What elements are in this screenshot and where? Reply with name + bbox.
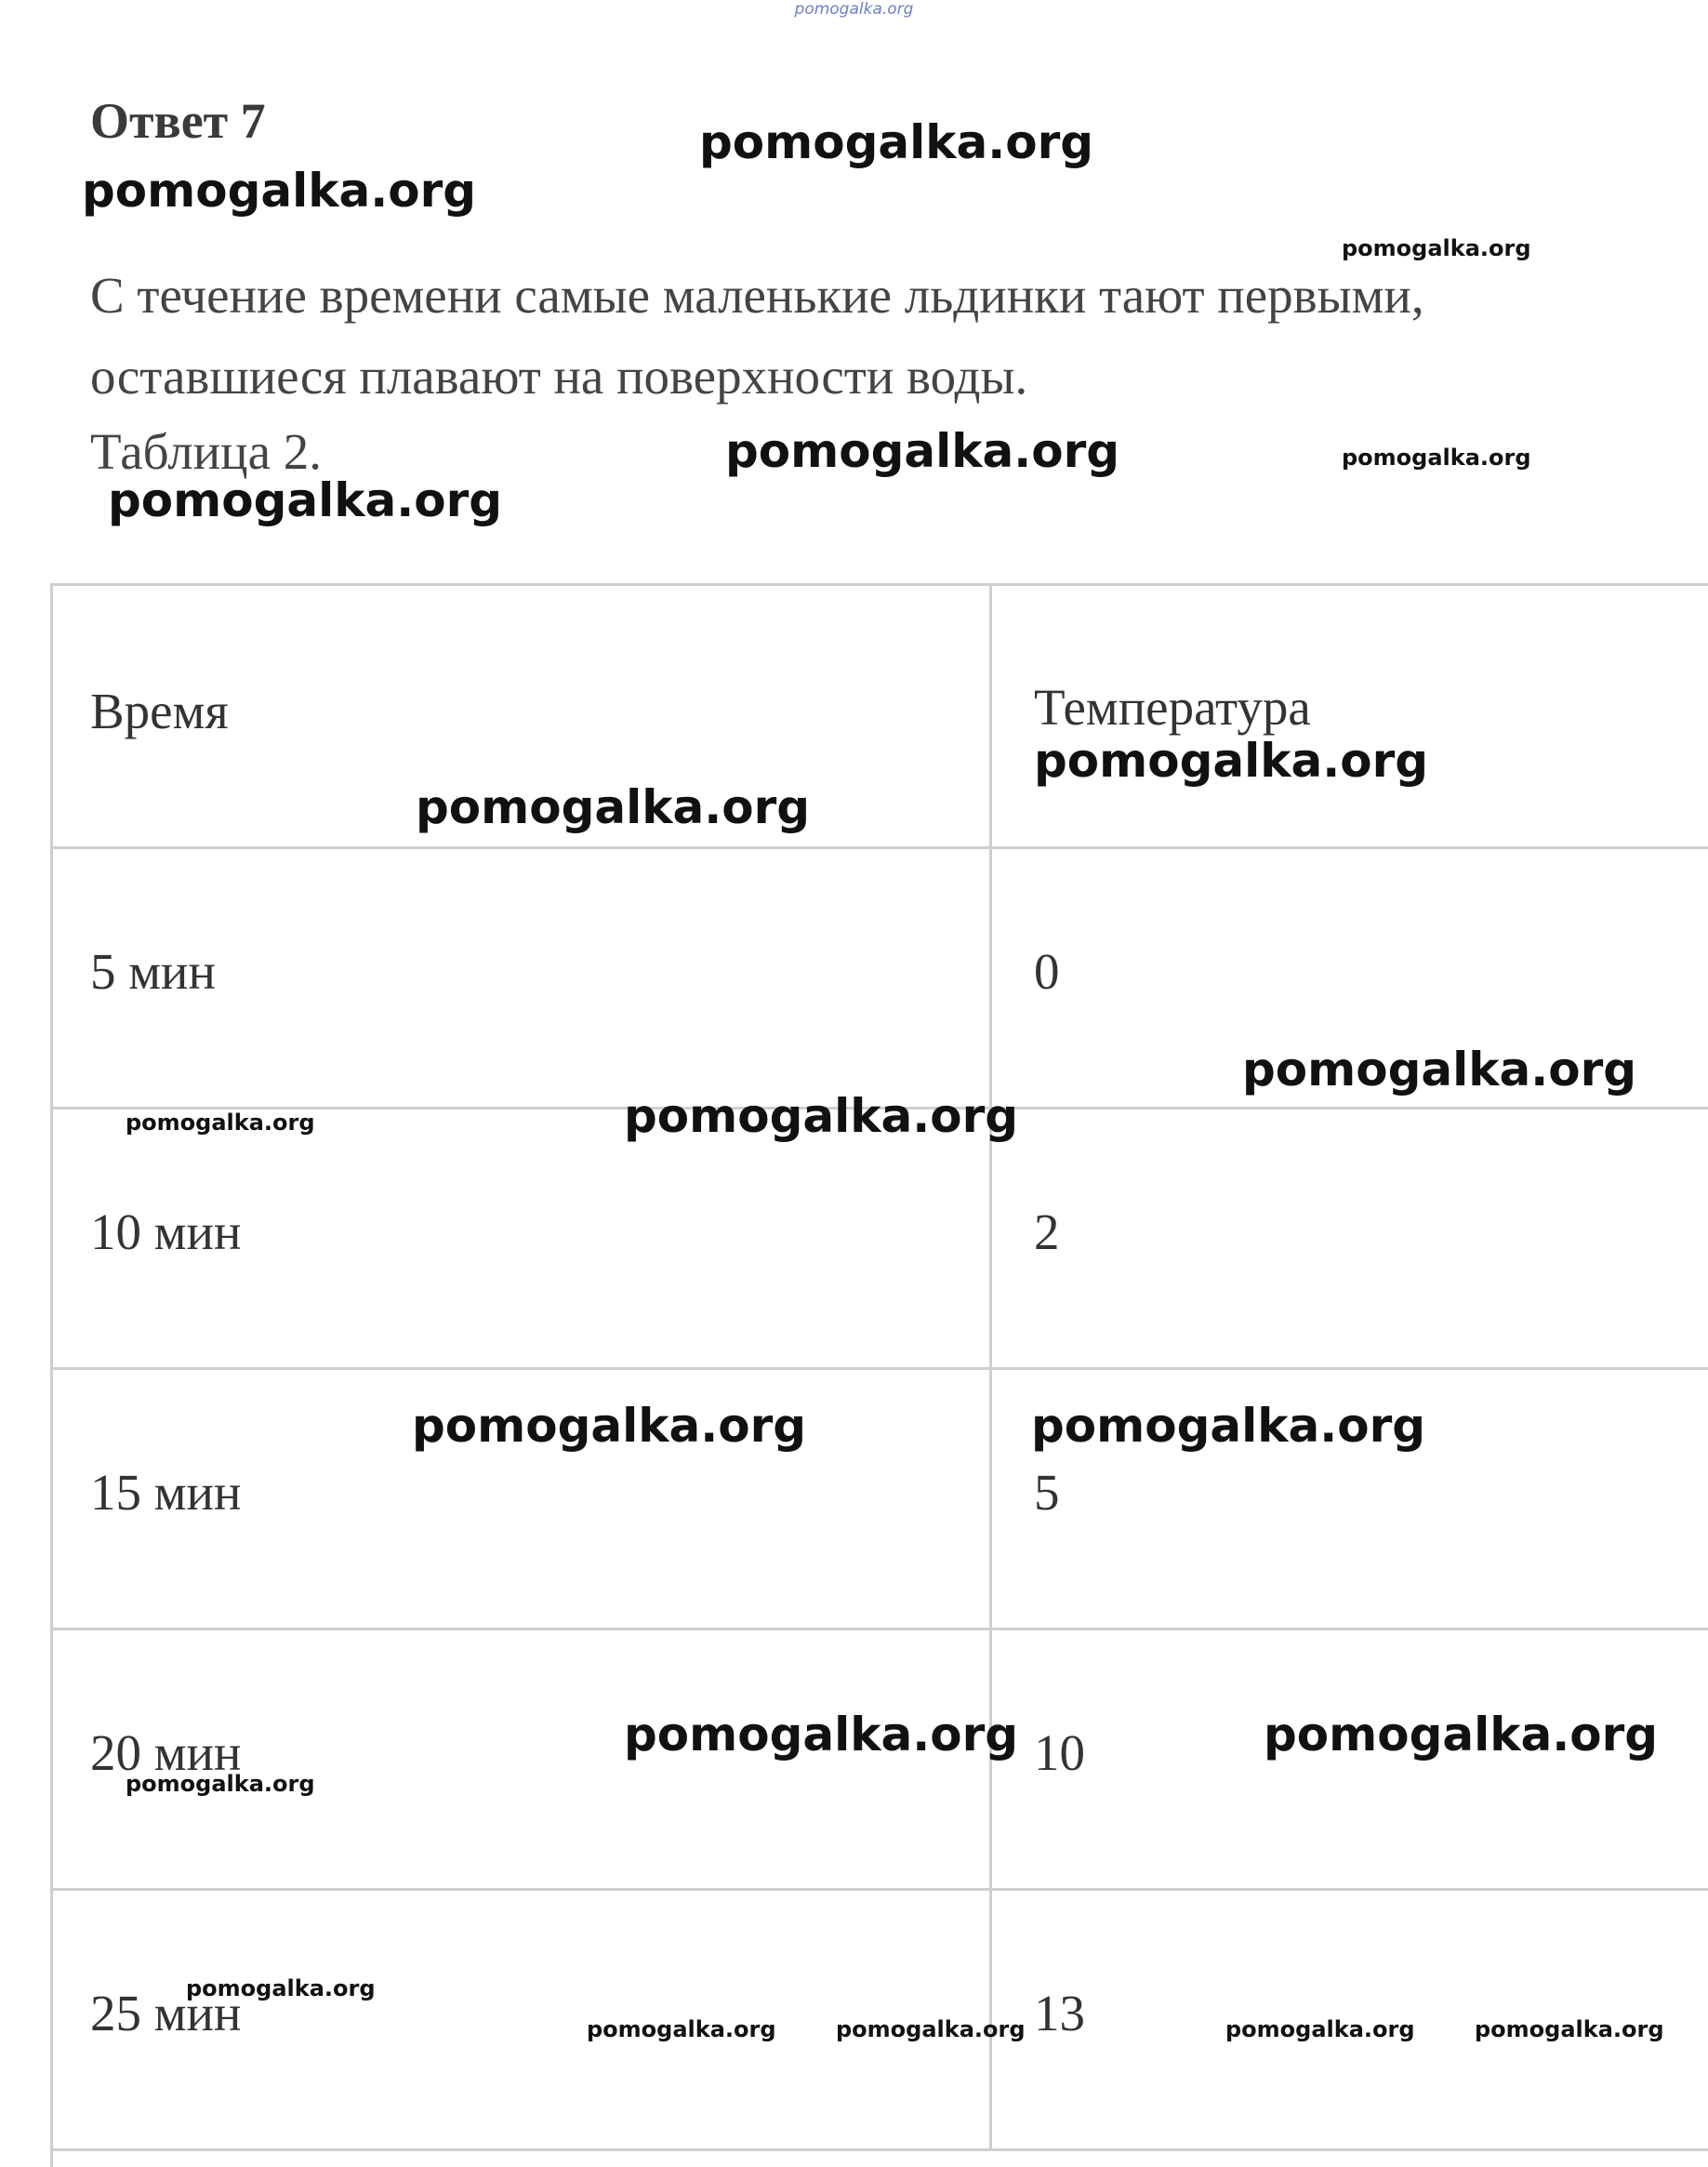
watermark: pomogalka.org xyxy=(1242,1043,1637,1097)
data-table xyxy=(50,583,1708,2167)
watermark: pomogalka.org xyxy=(1264,1708,1659,1762)
temperature-value: 13 xyxy=(1034,1985,1085,2041)
watermark: pomogalka.org xyxy=(186,1975,376,2001)
watermark: pomogalka.org xyxy=(108,473,503,527)
table-caption: Таблица 2. xyxy=(90,423,322,480)
time-cell xyxy=(53,846,992,1107)
temperature-value: 5 xyxy=(1034,1464,1060,1521)
watermark: pomogalka.org xyxy=(1342,235,1531,261)
watermark: pomogalka.org xyxy=(82,164,477,218)
watermark: pomogalka.org xyxy=(624,1708,1019,1762)
watermark: pomogalka.org xyxy=(587,2016,776,2042)
time-value: 5 мин xyxy=(90,943,216,1000)
watermark: pomogalka.org xyxy=(1342,445,1531,471)
table-row xyxy=(53,1367,1708,1630)
watermark: pomogalka.org xyxy=(416,780,811,834)
watermark: pomogalka.org xyxy=(126,1110,315,1136)
watermark: pomogalka.org xyxy=(1031,1399,1426,1453)
watermark: pomogalka.org xyxy=(725,424,1120,478)
watermark: pomogalka.org xyxy=(126,1771,315,1797)
watermark: pomogalka.org xyxy=(699,115,1094,169)
header-cell-temperature xyxy=(992,586,1708,846)
temperature-value: 10 xyxy=(1034,1724,1085,1781)
watermark: pomogalka.org xyxy=(1034,734,1429,788)
temperature-cell xyxy=(992,1107,1708,1367)
answer-paragraph: С течение времени самые маленькие льдинки тают первыми, оставшиеся плавают на поверхности воды. xyxy=(90,267,1424,405)
temperature-value: 2 xyxy=(1034,1203,1060,1260)
temperature-value: 0 xyxy=(1034,943,1060,1000)
watermark: pomogalka.org xyxy=(836,2016,1026,2042)
header-link[interactable]: pomogalka.org xyxy=(794,0,914,19)
watermark: pomogalka.org xyxy=(624,1089,1019,1143)
answer-heading: Ответ 7 xyxy=(90,93,266,149)
time-cell xyxy=(53,1107,992,1367)
watermark: pomogalka.org xyxy=(1225,2016,1415,2042)
time-value: 10 мин xyxy=(90,1203,242,1260)
time-value: 20 мин xyxy=(90,1724,242,1781)
watermark: pomogalka.org xyxy=(412,1399,807,1453)
header-temperature-label: Температура xyxy=(1034,679,1311,736)
header-time-label: Время xyxy=(90,683,229,739)
time-value: 25 мин xyxy=(90,1985,242,2041)
table-row xyxy=(53,1107,1708,1370)
watermark: pomogalka.org xyxy=(1475,2016,1664,2042)
table-header-row xyxy=(53,586,1708,849)
time-value: 15 мин xyxy=(90,1464,242,1521)
